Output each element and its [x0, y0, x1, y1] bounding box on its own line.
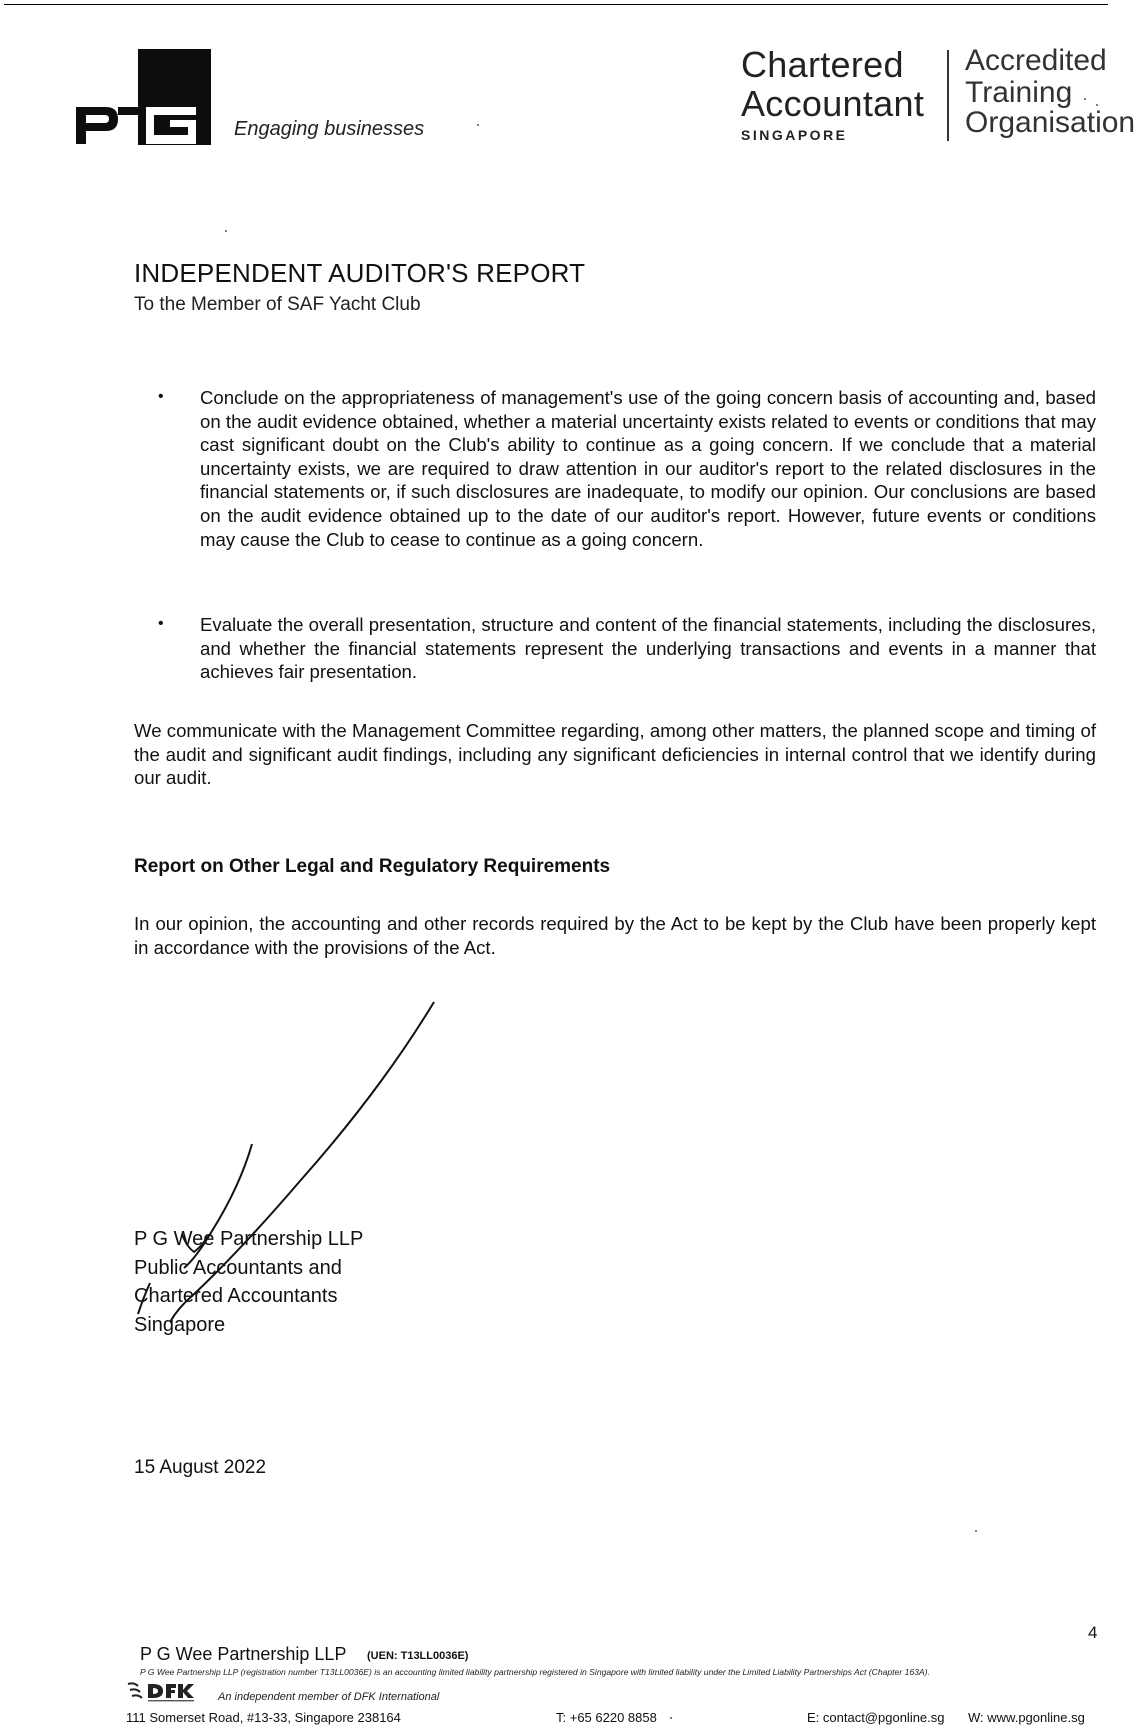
- signatory-line3: Chartered Accountants: [134, 1285, 338, 1307]
- header-divider: [947, 50, 949, 141]
- dfk-logo: [126, 1680, 204, 1702]
- bullet-marker: •: [158, 615, 164, 632]
- scan-speck: [670, 1717, 672, 1719]
- report-date: 15 August 2022: [134, 1457, 267, 1478]
- ato-line2: Training: [965, 76, 1073, 109]
- bullet-marker: •: [158, 388, 164, 405]
- footer-email: E: contact@pgonline.sg: [807, 1710, 945, 1725]
- report-subtitle: To the Member of SAF Yacht Club: [134, 294, 421, 315]
- top-rule: [4, 4, 1108, 5]
- handwritten-signature: [130, 996, 440, 1326]
- opinion-paragraph: In our opinion, the accounting and other records required by the Act to be kept by the Club have been properly kept in accordance with the provisions of the Act.: [134, 913, 1096, 958]
- bullet-paragraph-presentation: Evaluate the overall presentation, structure and content of the financial statements, including the disclosures, and whether the financial statements represent the underlying transactions and events in a manner that achieves fair presentation.: [200, 614, 1096, 683]
- footer-firm-name: P G Wee Partnership LLP: [140, 1644, 347, 1664]
- scan-speck: [477, 124, 479, 126]
- footer-uen: (UEN: T13LL0036E): [367, 1650, 469, 1662]
- scan-speck: [1084, 98, 1086, 100]
- tagline: Engaging businesses: [234, 118, 425, 140]
- signatory-line2: Public Accountants and: [134, 1257, 342, 1279]
- communication-paragraph: We communicate with the Management Committee regarding, among other matters, the planned scope and timing of the audit and significant audit findings, including any significant deficiencies in internal control that we identify during our audit.: [134, 720, 1096, 789]
- ato-line3: Organisation: [965, 106, 1136, 139]
- signatory-firm: P G Wee Partnership LLP: [134, 1228, 364, 1250]
- footer-address: 111 Somerset Road, #13-33, Singapore 238164: [126, 1710, 401, 1725]
- legal-section-heading: Report on Other Legal and Regulatory Requirements: [134, 856, 611, 877]
- pg-logo: [74, 49, 211, 145]
- scan-speck: [975, 1530, 977, 1532]
- ca-country: SINGAPORE: [741, 127, 848, 143]
- ato-line1: Accredited: [965, 44, 1107, 77]
- footer-legal-notice: P G Wee Partnership LLP (registration number T13LL0036E) is an accounting limited liability partnership registered in Singapore with limited liability under the Limited Liability Partnerships Act (Chapter 163A).: [140, 1667, 930, 1677]
- bullet-paragraph-going-concern: Conclude on the appropriateness of management's use of the going concern basis of accounting and, based on the audit evidence obtained, whether a material uncertainty exists related to events or conditions that may cast significant doubt on the Club's ability to continue as a going concern. If we conclude that a material uncertainty exists, we are required to draw attention in our auditor's report to the related disclosures in the financial statements or, if such disclosures are inadequate, to modify our opinion. Our conclusions are based on the audit evidence obtained up to the date of our auditor's report. However, future events or conditions may cause the Club to cease to continue as a going concern.: [200, 387, 1096, 550]
- scan-speck: [225, 230, 227, 232]
- signatory-location: Singapore: [134, 1314, 226, 1336]
- page-number: 4: [1088, 1623, 1098, 1642]
- ca-title-line1: Chartered: [741, 44, 904, 85]
- scan-speck: [1096, 104, 1098, 106]
- dfk-member-note: An independent member of DFK International: [218, 1691, 440, 1703]
- ca-title-line2: Accountant: [741, 83, 925, 124]
- report-title: INDEPENDENT AUDITOR'S REPORT: [134, 258, 586, 288]
- footer-website: W: www.pgonline.sg: [968, 1710, 1085, 1725]
- footer-telephone: T: +65 6220 8858: [556, 1710, 657, 1725]
